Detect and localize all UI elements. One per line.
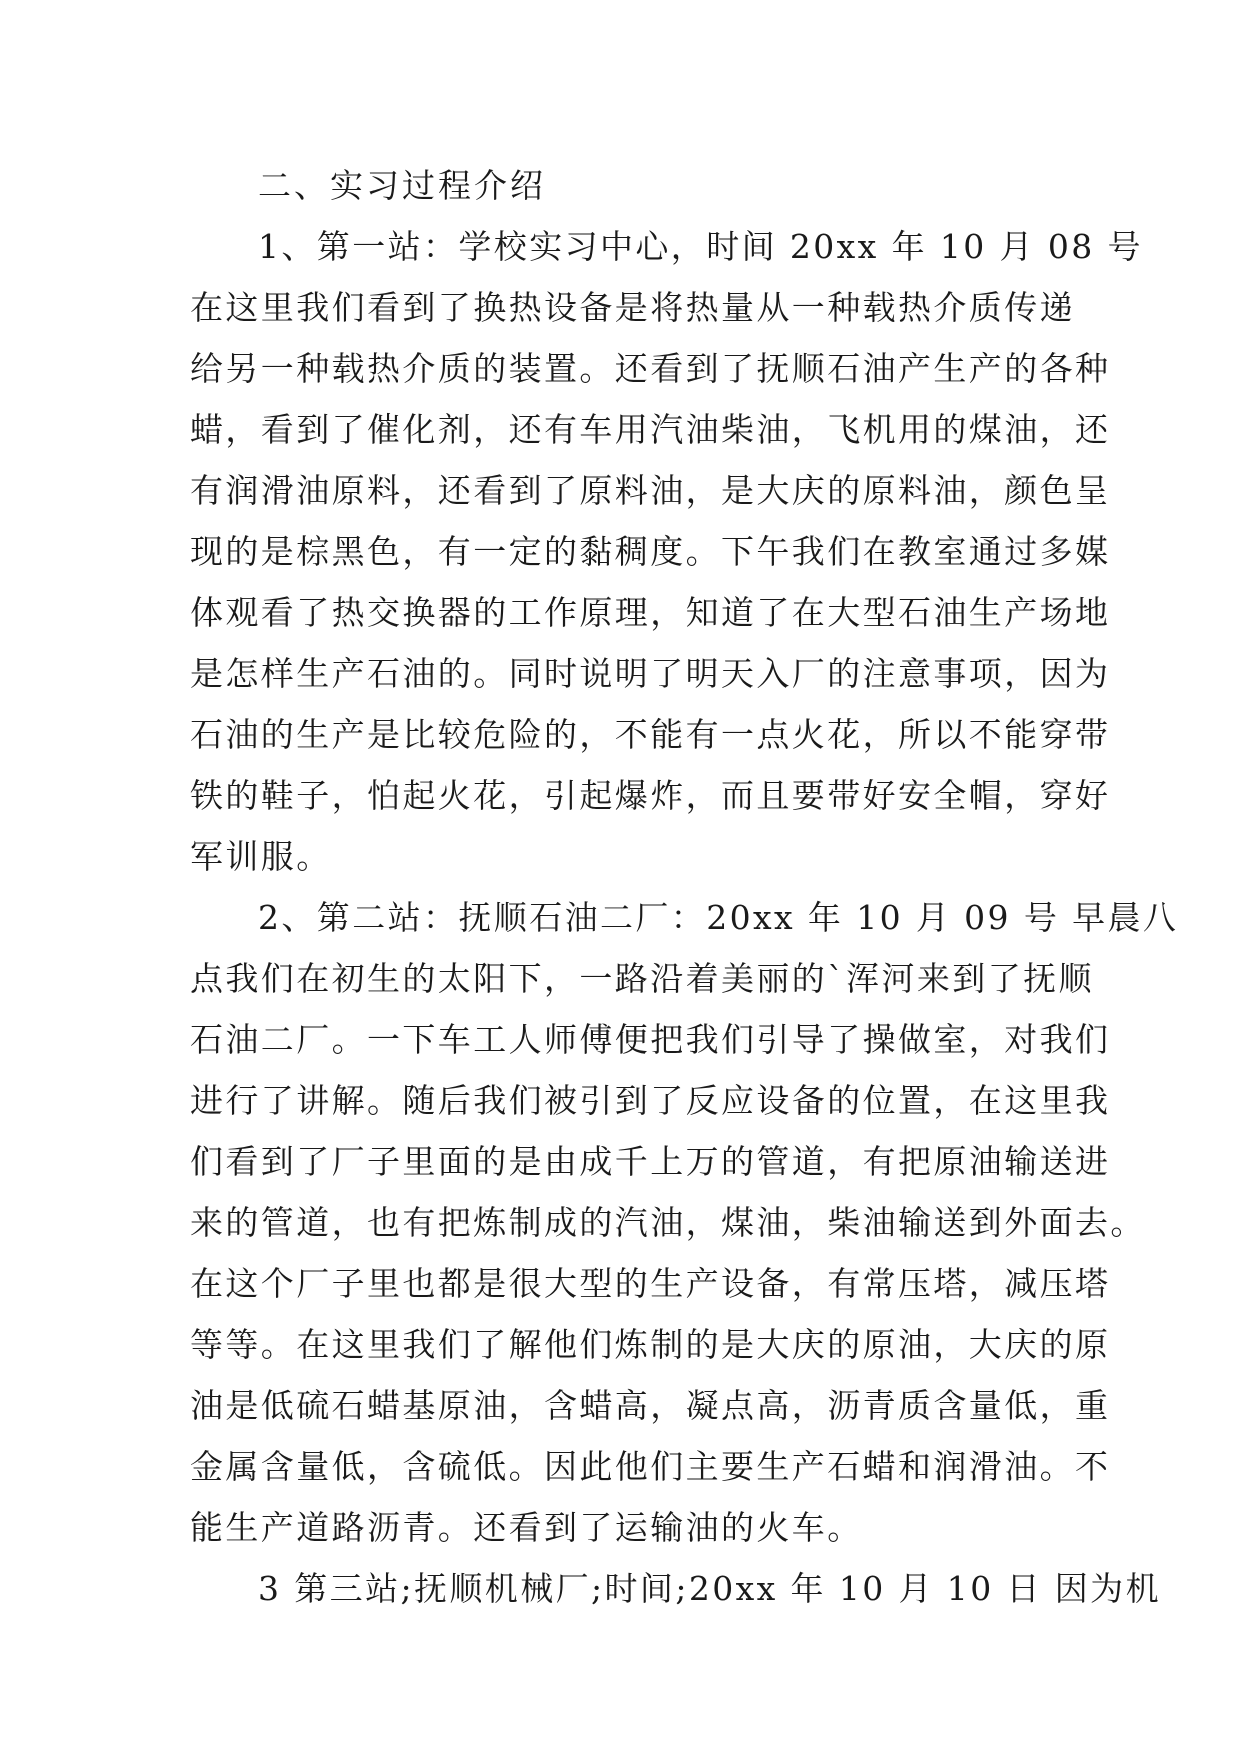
paragraph-line: 给另一种载热介质的装置。还看到了抚顺石油产生产的各种 [190, 349, 1111, 388]
paragraph-line: 石油的生产是比较危险的，不能有一点火花，所以不能穿带 [190, 715, 1111, 754]
paragraph-station-1 [190, 216, 1143, 887]
paragraph-line: 有润滑油原料，还看到了原料油，是大庆的原料油，颜色呈 [190, 471, 1111, 510]
paragraph-line: 能生产道路沥青。还看到了运输油的火车。 [190, 1508, 863, 1547]
section-heading: 二、实习过程介绍 [258, 166, 546, 205]
paragraph-station-2 [190, 887, 1179, 1558]
paragraph-line: 等等。在这里我们了解他们炼制的是大庆的原油，大庆的原 [190, 1325, 1111, 1364]
paragraph-line: 点我们在初生的太阳下，一路沿着美丽的`浑河来到了抚顺 [190, 959, 1094, 998]
paragraph-line: 来的管道，也有把炼制成的汽油，煤油，柴油输送到外面去。 [190, 1203, 1146, 1242]
paragraph-station-3 [190, 1558, 1161, 1619]
paragraph-line: 油是低硫石蜡基原油，含蜡高，凝点高，沥青质含量低，重 [190, 1386, 1111, 1425]
paragraph-line: 3 第三站;抚顺机械厂;时间;20xx 年 10 月 10 日 因为机 [258, 1569, 1161, 1608]
paragraph-line: 铁的鞋子，怕起火花，引起爆炸，而且要带好安全帽，穿好 [190, 776, 1111, 815]
paragraph-line: 2、第二站：抚顺石油二厂：20xx 年 10 月 09 号 早晨八 [258, 898, 1179, 937]
paragraph-line: 体观看了热交换器的工作原理，知道了在大型石油生产场地 [190, 593, 1111, 632]
paragraph-line: 现的是棕黑色，有一定的黏稠度。下午我们在教室通过多媒 [190, 532, 1111, 571]
paragraph-line: 军训服。 [190, 837, 332, 876]
paragraph-line: 们看到了厂子里面的是由成千上万的管道，有把原油输送进 [190, 1142, 1111, 1181]
paragraph-line: 蜡，看到了催化剂，还有车用汽油柴油，飞机用的煤油，还 [190, 410, 1111, 449]
document-page [190, 155, 1179, 1619]
paragraph-line: 进行了讲解。随后我们被引到了反应设备的位置，在这里我 [190, 1081, 1111, 1120]
paragraph-line: 石油二厂。一下车工人师傅便把我们引导了操做室，对我们 [190, 1020, 1111, 1059]
paragraph-line: 在这里我们看到了换热设备是将热量从一种载热介质传递 [190, 288, 1075, 327]
paragraph-line: 金属含量低，含硫低。因此他们主要生产石蜡和润滑油。不 [190, 1447, 1111, 1486]
paragraph-line: 在这个厂子里也都是很大型的生产设备，有常压塔，减压塔 [190, 1264, 1111, 1303]
paragraph-line: 1、第一站：学校实习中心，时间 20xx 年 10 月 08 号 [258, 227, 1143, 266]
paragraph-line: 是怎样生产石油的。同时说明了明天入厂的注意事项，因为 [190, 654, 1111, 693]
